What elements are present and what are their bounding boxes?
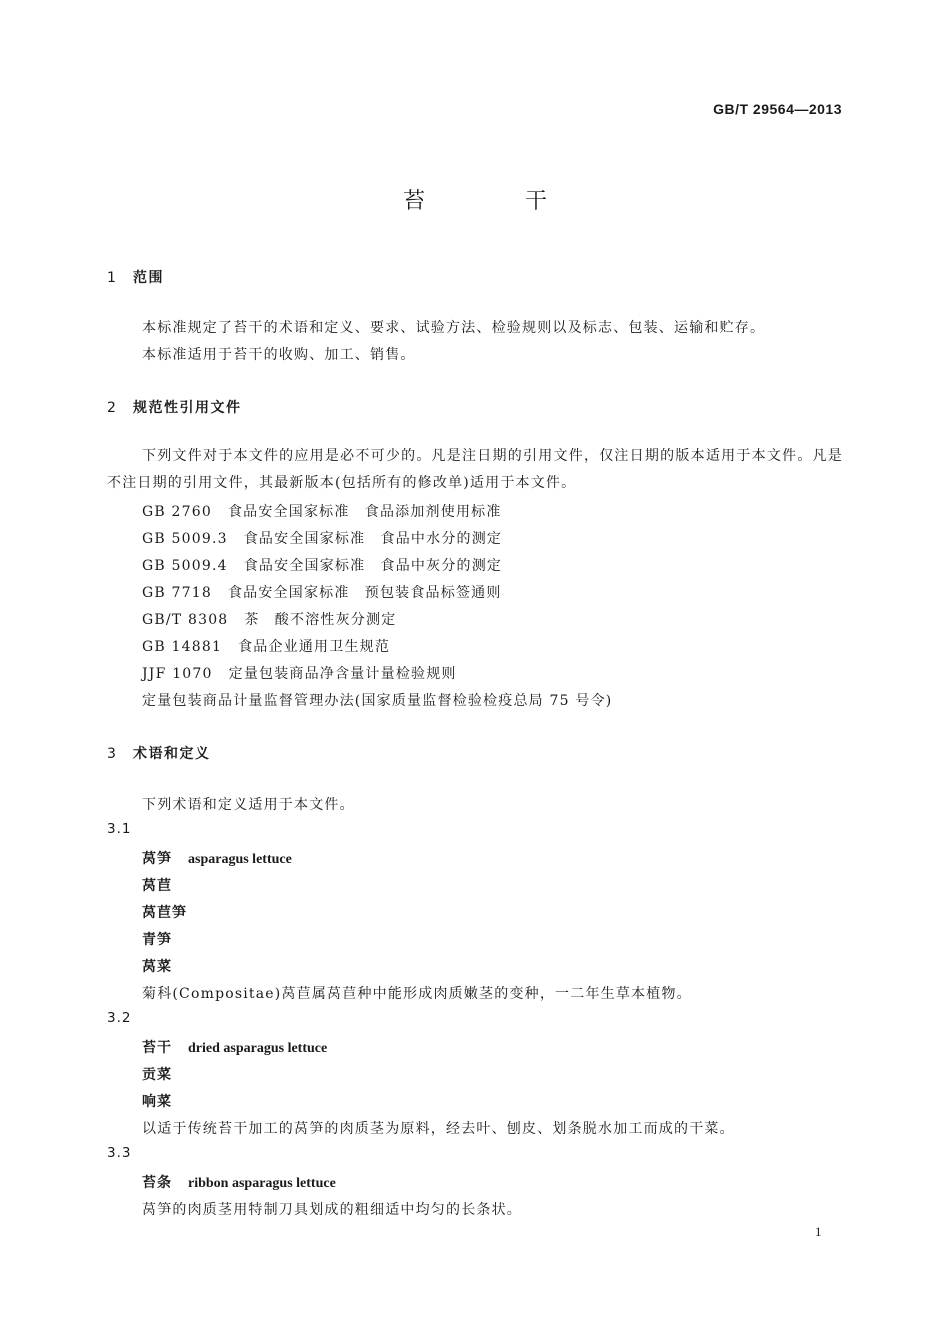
clause-number: 3.3 [107,1145,132,1161]
term-heading [142,1172,336,1192]
reference-code: GB 5009.3 [142,531,228,547]
reference-code: GB 5009.4 [142,558,228,574]
title-char-1: 苔 [402,189,425,214]
term-english: dried asparagus lettuce [188,1041,328,1056]
term-english: asparagus lettuce [188,852,292,867]
page-number: 1 [815,1224,822,1239]
reference-title: 食品安全国家标准 食品中灰分的测定 [243,558,503,574]
section-title: 术语和定义 [133,746,211,762]
paragraph: 下列文件对于本文件的应用是必不可少的。凡是注日期的引用文件，仅注日期的版本适用于本文件。凡是不注日期的引用文件，其最新版本(包括所有的修改单)适用于本文件。 [107,448,843,491]
term-synonym: 贡菜 [142,1067,172,1083]
reference-item: 定量包装商品计量监督管理办法(国家质量监督检验检疫总局 75 号令) [142,693,613,709]
term-synonym: 莴苣 [142,878,172,894]
clause-number: 3.2 [107,1010,132,1026]
reference-item [142,636,390,656]
term-chinese: 苔干 [142,1040,172,1056]
reference-title: 食品安全国家标准 食品添加剂使用标准 [227,504,502,520]
term-heading [142,1037,327,1057]
reference-item [142,663,457,683]
reference-code: GB 2760 [142,504,212,520]
section-number: 1 [107,270,116,286]
reference-item [142,582,502,602]
paragraph: 下列术语和定义适用于本文件。 [142,797,355,813]
term-chinese: 苔条 [142,1175,172,1191]
term-heading [142,848,292,868]
clause-number: 3.1 [107,821,132,837]
term-definition: 以适于传统苔干加工的莴笋的肉质茎为原料，经去叶、刨皮、划条脱水加工而成的干菜。 [142,1121,735,1137]
reference-code: JJF 1070 [142,666,213,682]
section-1-heading [107,267,164,287]
term-synonym: 莴菜 [142,959,172,975]
term-english: ribbon asparagus lettuce [188,1176,336,1191]
term-definition: 莴笋的肉质茎用特制刀具划成的粗细适中均匀的长条状。 [142,1202,522,1218]
term-synonym: 青笋 [142,932,172,948]
reference-item [142,501,502,521]
section-title: 规范性引用文件 [133,400,242,416]
term-synonym: 响菜 [142,1094,172,1110]
reference-title: 定量包装商品净含量计量检验规则 [228,666,457,682]
reference-item [142,528,502,548]
section-number: 3 [107,746,116,762]
paragraph: 本标准规定了苔干的术语和定义、要求、试验方法、检验规则以及标志、包装、运输和贮存。 [142,320,766,336]
reference-code: GB 14881 [142,639,223,655]
title-char-2: 干 [525,189,548,214]
reference-code: GB 7718 [142,585,212,601]
reference-item [142,609,396,629]
term-chinese: 莴笋 [142,851,172,867]
section-3-heading [107,743,211,763]
term-synonym: 莴苣笋 [142,905,187,921]
section-2-heading [107,397,242,417]
reference-item [142,555,502,575]
reference-title: 食品企业通用卫生规范 [238,639,391,655]
reference-title: 茶 酸不溶性灰分测定 [244,612,397,628]
reference-code: GB/T 8308 [142,612,229,628]
section-number: 2 [107,400,116,416]
paragraph: 本标准适用于苔干的收购、加工、销售。 [142,347,416,363]
reference-title: 食品安全国家标准 食品中水分的测定 [243,531,503,547]
term-definition: 菊科(Compositae)莴苣属莴苣种中能形成肉质嫩茎的变种，一二年生草本植物。 [142,986,692,1002]
document-title [0,184,950,215]
section-title: 范围 [133,270,164,286]
standard-number: GB/T 29564—2013 [713,101,842,117]
reference-title: 食品安全国家标准 预包装食品标签通则 [227,585,502,601]
